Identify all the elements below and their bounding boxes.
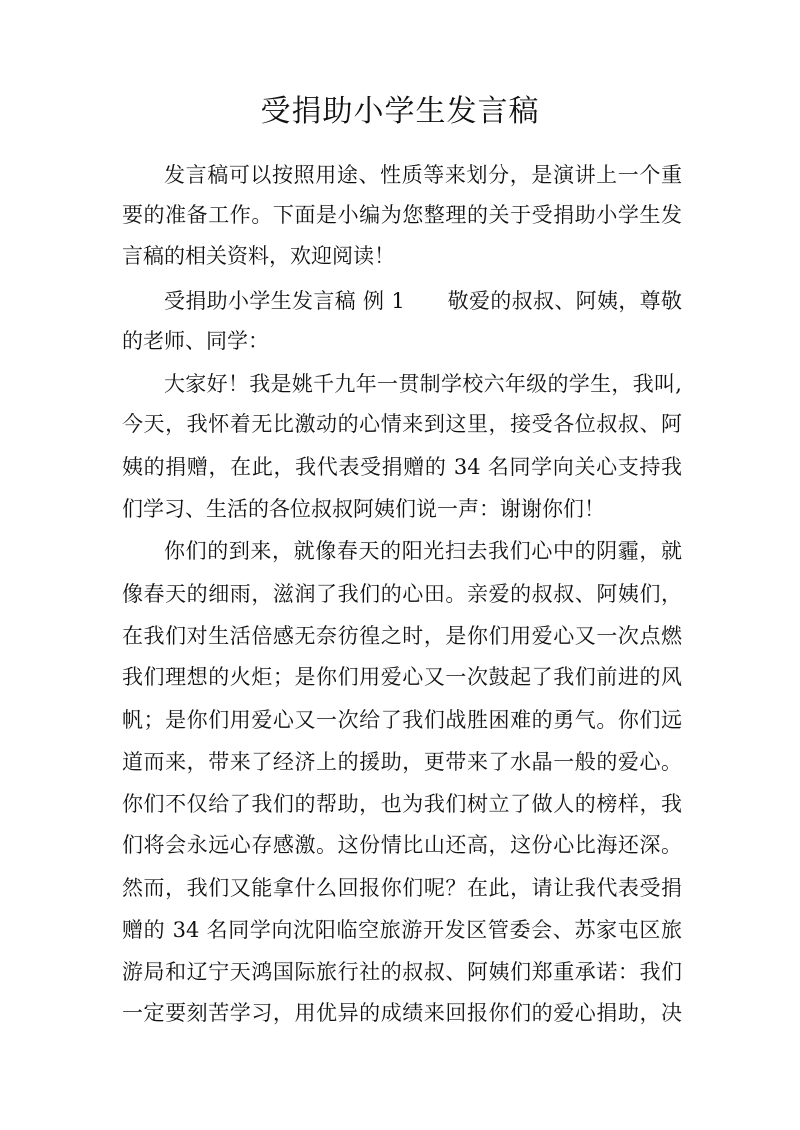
paragraph-4-line-4: 我们理想的火炬；是你们用爱心又一次鼓起了我们前进的风 [122, 665, 682, 689]
paragraph-4-line-10: 赠的 34 名同学向沈阳临空旅游开发区管委会、苏家屯区旅 [122, 918, 682, 942]
paragraph-4-line-11: 游局和辽宁天鸿国际旅行社的叔叔、阿姨们郑重承诺：我们 [122, 960, 682, 984]
paragraph-3-line-3: 姨的捐赠，在此，我代表受捐赠的 34 名同学向关心支持我 [122, 455, 682, 479]
paragraph-4-line-8: 们将会永远心存感激。这份情比山还高，这份心比海还深。 [122, 833, 682, 857]
paragraph-4-line-5: 帆；是你们用爱心又一次给了我们战胜困难的勇气。你们远 [122, 708, 682, 732]
paragraph-3-line-4: 们学习、生活的各位叔叔阿姨们说一声：谢谢你们！ [122, 497, 605, 521]
paragraph-4-line-1: 你们的到来，就像春天的阳光扫去我们心中的阴霾，就 [164, 539, 682, 563]
paragraph-1-line-2: 要的准备工作。下面是小编为您整理的关于受捐助小学生发 [122, 203, 682, 227]
paragraph-1-line-1: 发言稿可以按照用途、性质等来划分，是演讲上一个重 [164, 163, 682, 187]
paragraph-1-line-3: 言稿的相关资料，欢迎阅读！ [122, 244, 395, 268]
paragraph-4-line-7: 你们不仅给了我们的帮助，也为我们树立了做人的榜样，我 [122, 792, 682, 816]
paragraph-2-line-1: 受捐助小学生发言稿 例 1 敬爱的叔叔、阿姨，尊敬 [164, 289, 682, 313]
paragraph-4-line-12: 一定要刻苦学习，用优异的成绩来回报你们的爱心捐助，决 [122, 1001, 682, 1025]
paragraph-4-line-6: 道而来，带来了经济上的援助，更带来了水晶一般的爱心。 [122, 750, 682, 774]
paragraph-4-line-3: 在我们对生活倍感无奈彷徨之时，是你们用爱心又一次点燃 [122, 624, 682, 648]
paragraph-2-line-2: 的老师、同学： [122, 329, 269, 353]
paragraph-3-line-2: 今天，我怀着无比激动的心情来到这里，接受各位叔叔、阿 [122, 412, 682, 436]
paragraph-4-line-2: 像春天的细雨，滋润了我们的心田。亲爱的叔叔、阿姨们， [122, 582, 682, 606]
paragraph-3-line-1: 大家好！我是姚千九年一贯制学校六年级的学生，我叫, [164, 372, 682, 396]
document-title: 受捐助小学生发言稿 [260, 94, 540, 129]
paragraph-4-line-9: 然而，我们又能拿什么回报你们呢？在此，请让我代表受捐 [122, 876, 682, 900]
